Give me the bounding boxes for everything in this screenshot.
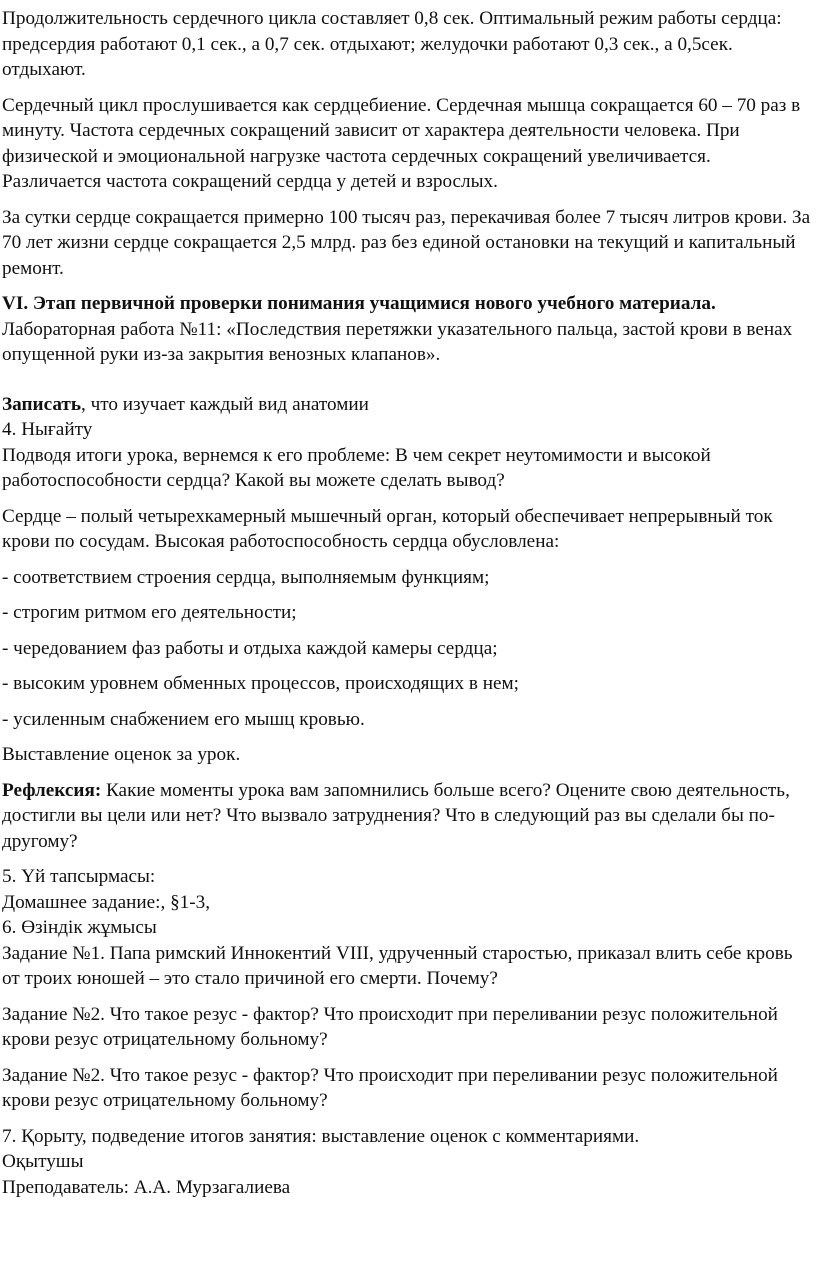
- zapisat-line: [2, 392, 812, 418]
- section-vi-heading: VI. Этап первичной проверки понимания учащимися нового учебного материала.: [2, 293, 716, 314]
- cardiac-cycle-paragraph: Продолжительность сердечного цикла составляет 0,8 сек. Оптимальный режим работы сердца: предсердия работают 0,1 сек., а 0,7 сек. отдыхают; желудочки работают 0,3 сек., а 0,5сек. отдыхают.: [2, 8, 782, 80]
- reflection-bold: Рефлексия:: [2, 779, 102, 801]
- item-4-heading: 4. Нығайту: [2, 419, 93, 440]
- task-1: Задание №1. Папа римский Иннокентий VIII, удрученный старостью, приказал влить себе кровь от троих юношей – это стало причиной его смерти. Почему?: [2, 942, 793, 989]
- section-vi-paragraph: [2, 291, 812, 368]
- task-2: Задание №2. Что такое резус - фактор? Что происходит при переливании резус положительной крови резус отрицательному больному?: [2, 1003, 778, 1050]
- reason-item: - усиленным снабжением его мышц кровью.: [2, 708, 365, 730]
- reason-item: - строгим ритмом его деятельности;: [2, 602, 297, 623]
- blank-line: [2, 368, 812, 392]
- summary-question: Подводя итоги урока, вернемся к его проблеме: В чем секрет неутомимости и высокой работоспособности сердца? Какой вы можете сделать вывод?: [2, 444, 711, 491]
- reason-item: - чередованием фаз работы и отдыха каждой камеры сердца;: [2, 637, 498, 659]
- zapisat-bold: Записать: [2, 393, 81, 415]
- teacher-label-kz: Оқытушы: [2, 1151, 84, 1172]
- heart-definition: Сердце – полый четырехкамерный мышечный орган, который обеспечивает непрерывный ток крови по сосудам. Высокая работоспособность сердца обусловлена:: [2, 505, 773, 552]
- task-2-repeat: Задание №2. Что такое резус - фактор? Что происходит при переливании резус положительной крови резус отрицательному больному?: [2, 1064, 778, 1111]
- homework-line: Домашнее задание:, §1-3,: [2, 891, 211, 913]
- reflection-paragraph: [2, 778, 812, 855]
- reason-item: - высоким уровнем обменных процессов, происходящих в нем;: [2, 673, 520, 694]
- grades-line: Выставление оценок за урок.: [2, 744, 241, 765]
- item-5-heading: 5. Үй тапсырмасы:: [2, 866, 156, 887]
- heartbeat-paragraph: Сердечный цикл прослушивается как сердцебиение. Сердечная мышца сокращается 60 – 70 раз в минуту. Частота сердечных сокращений зависит от характера деятельности человека. При физической и эмоциональной нагрузке частота сердечных сокращений увеличивается. Различается частота сокращений сердца у детей и взрослых.: [2, 94, 801, 192]
- item-7-heading: 7. Қорыту, подведение итогов занятия: выставление оценок с комментариями.: [2, 1125, 640, 1147]
- daily-contractions-paragraph: За сутки сердце сокращается примерно 100 тысяч раз, перекачивая более 7 тысяч литров крови. За 70 лет жизни сердце сокращается 2,5 млрд. раз без единой остановки на текущий и капитальный ремонт.: [2, 206, 811, 279]
- teacher-signature: Преподаватель: А.А. Мурзагалиева: [2, 1176, 291, 1198]
- reason-item: - соответствием строения сердца, выполняемым функциям;: [2, 566, 490, 588]
- reflection-text: Какие моменты урока вам запомнились больше всего? Оцените свою деятельность, достигли вы цели или нет? Что вызвало затруднения? Что в следующий раз вы сделали бы по-другому?: [2, 779, 790, 852]
- zapisat-text: , что изучает каждый вид анатомии: [81, 393, 369, 415]
- lab-work-text: Лабораторная работа №11: «Последствия перетяжки указательного пальца, застой крови в венах опущенной руки из-за закрытия венозных клапанов».: [2, 318, 793, 365]
- item-6-heading: 6. Өзіндік жұмысы: [2, 917, 157, 938]
